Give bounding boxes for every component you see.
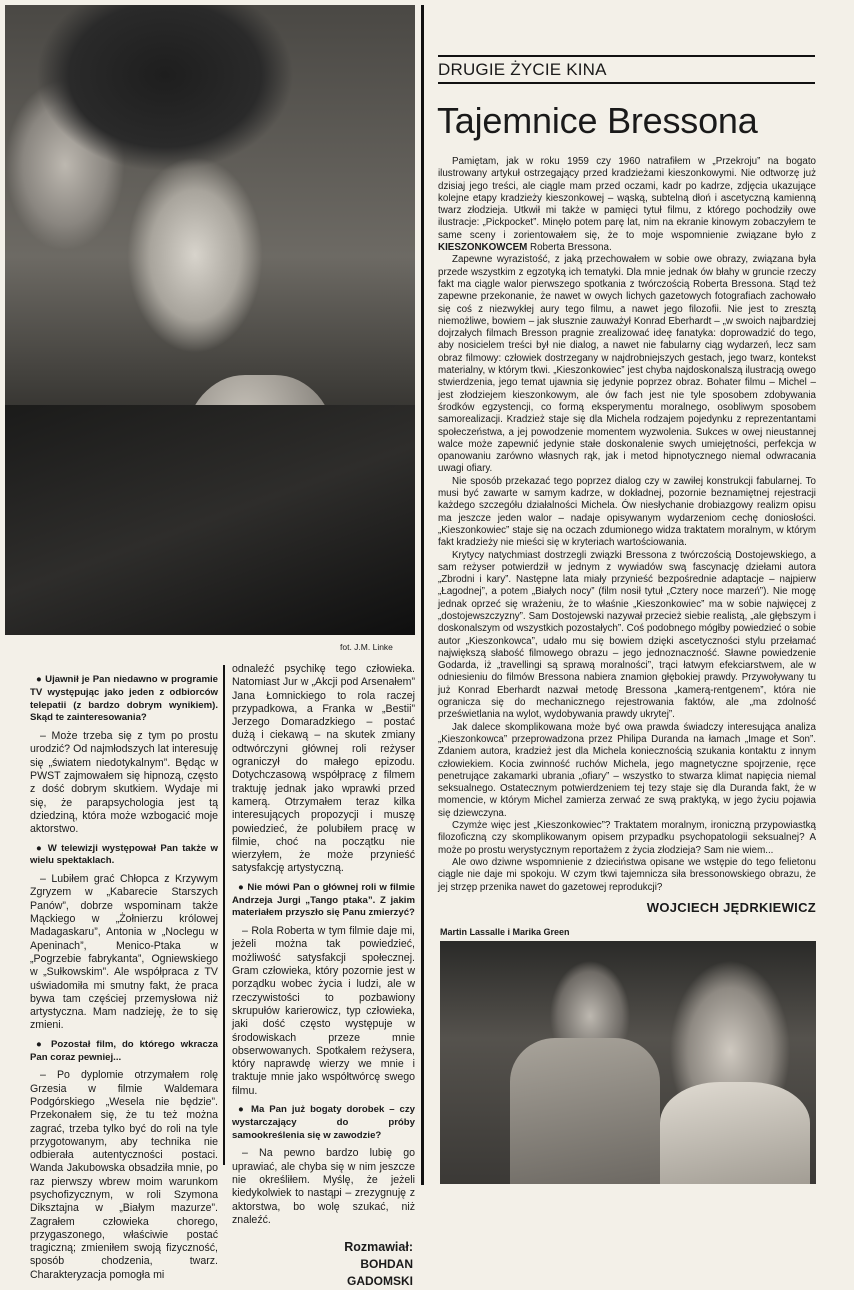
interview-answer: odnaleźć psychikę tego człowieka. Natomiast Jur w „Akcji pod Arsenałem” Jana Łomnickiego to rola raczej przypadkowa, a Franka w „Bestii” Jerzego Domaradzkiego – postać dużą i ciekawą – na skutek zmiany odtwórczyni głównej roli reżyser ograniczył do małego epizodu. Dotychczasową współpracę z filmem traktuję jednak jako wprawki przed kamerą. Otrzymałem teraz kilka interesujących propozycji i muszę powiedzieć, że polubiłem pracę w filmie, choć na początku nie wierzyłem, że może przynieść satysfakcję artystyczną. [232, 663, 415, 875]
photo-figure [510, 1038, 660, 1184]
interview-answer: – Na pewno bardzo lubię go uprawiać, ale chyba się w nim jeszcze nie określiłem. Myślę, że jeżeli kiedykolwiek to nastąpi – zrezygnuję z aktorstwa, bo wolę szukać, niż znaleźć. [232, 1147, 415, 1226]
article-paragraph: Czymże więc jest „Kieszonkowiec”? Traktatem moralnym, ironiczną przypowiastką filozoficzną czy skomplikowanym opisem przypadku psychopatologii seksualnej? A może po prostu werystycznym reportażem z życia złodzieja? Sam nie wiem... [438, 820, 816, 856]
interview-answer: – Lubiłem grać Chłopca z Krzywym Zgryzem w „Kabarecie Starszych Panów”, dobrze wspominam także Mąckiego w „Żołnierzu królowej Madagaskaru”, Antonia w „Noclegu w Apeninach”, Menico-Ptaka w „Pogrzebie fabrykanta”, Ogniewskiego w „Sułkowskim”. Ale współpraca z TV uświadomiła mi smutny fakt, że praca bywa tam częściej przemysłowa niż artystyczna. Mam nadzieję, że to się zmieni. [30, 873, 218, 1032]
column-divider [421, 5, 424, 1185]
portrait-photo [5, 5, 415, 635]
article-title: Tajemnice Bressona [437, 100, 758, 141]
signoff-label: Rozmawiał: [344, 1240, 413, 1255]
column-divider [223, 665, 225, 1165]
photo-figure [660, 1082, 810, 1184]
article-paragraph: Ale owo dziwne wspomnienie z dzieciństwa opisane we wstępie do tego felietonu ciągle nie daje mi spokoju. W czym tkwi tajemnicza siła bressonowskiego obrazu, że jej strzęp przenika nawet do gazetowej reprodukcji? [438, 856, 816, 893]
interviewer-name: GADOMSKI [347, 1274, 413, 1289]
article-paragraph: Zapewne wyrazistość, z jaką przechowałem w sobie owe obrazy, związana była przede wszystkim z egzotyką ich tematyki. Dla mnie jednak ów błahy w gruncie rzeczy fakt ma ciągle walor pierwszego spotkania z twórczością Roberta Bressona. Stąd też zapewne przekonanie, że nawet w owych lichych gazetowych fotografiach zachowało się coś z niezwykłej aury tego filmu, a nawet jego filozofii. Nie jest to zresztą niemożliwe, bowiem – jak słusznie zauważył Konrad Eberhardt – „w swoich najbardziej dojrzałych filmach Bresson pragnie zrealizować ideę fanatyka: doprowadzić do tego, aby nosicielem treści był nie dialog, a nawet nie fabularny ciąg wydarzeń, lecz sam obraz filmowy: człowiek dostrzegany w najdrobniejszych gestach, jego twarz, kontekst materialny, w którym tkwi. „Kieszonkowiec” jest chyba najdoskonalszą ilustracją owego stwierdzenia, jego temat ujawnia się jedynie poprzez obraz. Bohater filmu – Michel – jest złodziejem kieszonkowym, ale ów fach jest nie tyle sposobem zdobywania środków egzystencji, co formą eksperymentu moralnego, osobliwym sposobem samorealizacji. Kradzież staje się dla Michela rodzajem pojedynku z reprezentantami społeczeństwa, a jej powodzenie momentem wyzwolenia. Sukces w owej nieustannej walce może zapewnić jedynie stałe doskonalenie swych umiejętności, perfekcja w opanowaniu zarówno własnych rąk, jak i metod hipnotycznego niemal odwracania uwagi ofiary. [438, 254, 816, 475]
photo-figure [5, 405, 415, 635]
interview-signoff [232, 1239, 415, 1290]
article-paragraph: Nie sposób przekazać tego poprzez dialog czy w zawiłej konstrukcji fabularnej. To musi być zawarte w samym kadrze, w dokładnej, pozornie beznamiętnej rejestracji każdego szczegółu działalności Michela. Ów niesłychanie drobiazgowy realizm opisu ma jeszcze jeden walor – nadaje opisywanym wydarzeniom cechę doniosłości. „Kieszonkowiec” staje się na oczach zdumionego widza traktatem moralnym, w którym fakt kradzieży nie mieści się w kryteriach wartościowania. [438, 475, 816, 549]
section-header: DRUGIE ŻYCIE KINA [438, 55, 815, 84]
interview-question: ● Pozostał film, do którego wkracza Pan coraz pewniej... [30, 1039, 218, 1065]
interview-question: ● Ujawnił je Pan niedawno w programie TV występując jako jeden z odbiorców telepatii (z bardzo dobrym wynikiem). Skąd te zainteresowania? [30, 674, 218, 725]
film-title-bold: KIESZONKOWCEM [438, 242, 528, 254]
interview-question: ● Ma Pan już bogaty dorobek – czy wystarczający do próby samookreślenia się w zawodzie? [232, 1104, 415, 1142]
film-still-photo [440, 941, 816, 1184]
interviewer-name: BOHDAN [360, 1257, 413, 1272]
article-paragraph: Krytycy natychmiast dostrzegli związki Bressona z twórczością Dostojewskiego, a sam reżyser potwierdził w jednym z wywiadów swą fascynację dziełami autora „Zbrodni i kary”. Następne lata miały przynieść bezpośrednie adaptacje – najpierw „Łagodnej”, a potem „Białych nocy” (film nosił tytuł „Cztery noce marzeń”). Nie mogę jednak oprzeć się wrażeniu, że to właśnie „Kieszonkowiec” ma w sobie najwięcej z „dostojewszczyzny”. Sam Dostojewski nazywał przecież siebie realistą, „ale głębszym i doskonalszym od wszystkich pozostałych”. Coś podobnego mógłby powiedzieć o sobie autor „Kieszonkowca”, udało mu się bowiem dzięki ascetyczności stylu przełamać największą słabość filmowego obrazu – jego jednoznaczność. Sławne powiedzenie Godarda, iż „travellingi są sprawą moralności”, trąci łatwym efekciarstwem, ale w odniesieniu do filmów Bressona nabiera znamion głębokiej prawdy. Przywoływany tu już Konrad Eberhardt nazwał metodę Bressona „kamerą-rentgenem”, która nie ogranicza się do mechanicznego rejestrowania faktów, ale „ma zdolność prześwietlania na wylot, wydobywania prawdy ukrytej”. [438, 549, 816, 721]
interview-question: ● Nie mówi Pan o głównej roli w filmie Andrzeja Jurgi „Tango ptaka”. Z jakim materiałem przyszło się Panu zmierzyć? [232, 882, 415, 920]
photo-caption: Martin Lassalle i Marika Green [440, 926, 570, 937]
article-paragraph: Jak dalece skomplikowana może być owa prawda świadczy interesująca analiza „Kieszonkowca” przeprowadzona przez Philipa Duranda na łamach „Image et Son”. Zdaniem autora, kradzież jest dla Michela koniecznością szukania kontaktu z innym człowiekiem. Kocia zwinność ruchów Michela, jego magnetyczne spojrzenie, ręce penetrujące zakamarki ubrania „ofiary” – wszystko to stwarza klimat napięcia niemal seksualnego. Ostatecznym potwierdzeniem tej tezy staje się dla Duranda fakt, że w momencie, w którym Michel zamierza zerwać ze swą praktyką, w jego życiu pojawia się dziewczyna. [438, 721, 816, 819]
interview-column-2 [232, 663, 415, 1290]
interview-answer: – Może trzeba się z tym po prostu urodzić? Od najmłodszych lat interesuję się „światem niedotykalnym”. Będąc w PWST zajmowałem się hipnozą, często z dość dobrym skutkiem. Wydaje mi się, że parapsychologia jest tą dziedziną, która może wzbogacić moje aktorstwo. [30, 730, 218, 836]
article-paragraph [438, 156, 816, 254]
photo-credit: fot. J.M. Linke [340, 642, 393, 652]
article-column [438, 156, 816, 1184]
interview-answer: – Rola Roberta w tym filmie daje mi, jeżeli można tak powiedzieć, możliwość satysfakcji społecznej. Gram człowieka, który pozornie jest w porządku wobec życia i ludzi, ale w rzeczywistości to pozbawiony skrupułów karierowicz, typ człowieka, jaki dość często występuje w środowiskach przeze mnie obserwowanych. Spotkałem reżysera, który naprawdę wierzy we mnie i traktuje mnie jako współtwórcę swego filmu. [232, 925, 415, 1097]
interview-question: ● W telewizji występował Pan także w wielu spektaklach. [30, 843, 218, 869]
text: Roberta Bressona. [527, 242, 612, 254]
article-author: WOJCIECH JĘDRKIEWICZ [646, 899, 816, 915]
text: Pamiętam, jak w roku 1959 czy 1960 natrafiłem w „Przekroju” na bogato ilustrowany artykuł ostrzegający przed kradzieżami kieszonkowymi. Nie odtworzę już dzisiaj jego treści, ale ciągle mam przed oczami, kadr po kadrze, zdjęcia ukazujące kolejne etapy kradzieży kieszonkowej – wąską, subtelną dłoń i ascetyczną kamienną twarz złodzieja. Utkwił mi także w pamięci tytuł filmu, z którego pochodziły owe ilustracje: „Pickpocket”. Minęło potem parę lat, nim na ekranie kinowym zobaczyłem te same sceny i zorientowałem się, że to moje wspomnienie związane było z [438, 156, 816, 241]
article-body [438, 156, 816, 894]
interview-column-1 [30, 668, 218, 1282]
interview-answer: – Po dyplomie otrzymałem rolę Grzesia w filmie Waldemara Podgórskiego „Wesela nie będzie”. Przekonałem się, że tu też można zagrać, trzeba tylko być do roli na tyle przygotowanym, aby technika nie odbierała autentyczności postaci. Wanda Jakubowska obsadziła mnie, po raz pierwszy wbrew moim warunkom psychofizycznym, w roli Szymona Diksztajna w „Białym mazurze”. Zagrałem człowieka chorego, przygaszonego, właściwie postać tragiczną; zmieniłem swoją fizyczność, sposób chodzenia, twarz. Charakteryzacja pomogła mi [30, 1069, 218, 1281]
